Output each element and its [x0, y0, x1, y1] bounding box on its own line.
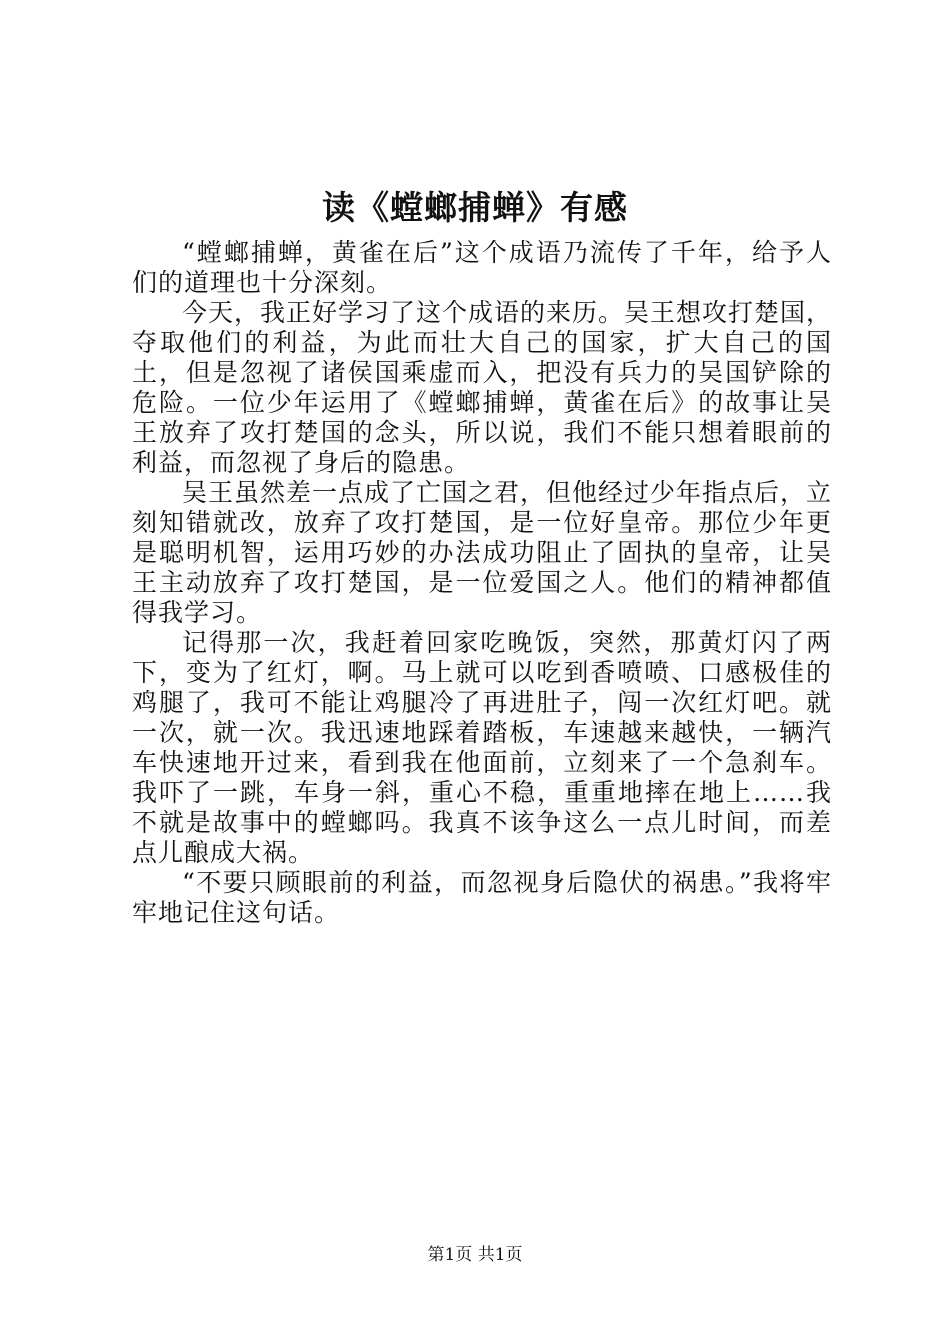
paragraph-3: 吴王虽然差一点成了亡国之君，但他经过少年指点后，立刻知错就改，放弃了攻打楚国，是一位好皇帝。那位少年更是聪明机智，运用巧妙的办法成功阻止了固执的皇帝，让吴王主动放弃了攻打楚国，是一位爱国之人。他们的精神都值得我学习。: [132, 478, 833, 627]
paragraph-1: “螳螂捕蝉，黄雀在后”这个成语乃流传了千年，给予人们的道理也十分深刻。: [132, 238, 832, 297]
page-footer: 第1页 共1页: [427, 1245, 523, 1265]
paragraph-2: 今天，我正好学习了这个成语的来历。吴王想攻打楚国，夺取他们的利益，为此而壮大自己的国家，扩大自己的国土，但是忽视了诸侯国乘虚而入，把没有兵力的吴国铲除的危险。一位少年运用了《螳螂捕蝉，黄雀在后》的故事让吴王放弃了攻打楚国的念头，所以说，我们不能只想着眼前的利益，而忽视了身后的隐患。: [132, 298, 833, 477]
document-body: [132, 238, 832, 928]
paragraph-5: “不要只顾眼前的利益，而忽视身后隐伏的祸患。”我将牢牢地记住这句话。: [132, 868, 832, 927]
paragraph-4: 记得那一次，我赶着回家吃晚饭，突然，那黄灯闪了两下，变为了红灯，啊。马上就可以吃到香喷喷、口感极佳的鸡腿了，我可不能让鸡腿冷了再进肚子，闯一次红灯吧。就一次，就一次。我迅速地踩着踏板，车速越来越快，一辆汽车快速地开过来，看到我在他面前，立刻来了一个急刹车。我吓了一跳，车身一斜，重心不稳，重重地摔在地上……我不就是故事中的螳螂吗。我真不该争这么一点儿时间，而差点儿酿成大祸。: [132, 628, 832, 867]
document-title: 读《螳螂捕蝉》有感: [322, 188, 628, 227]
